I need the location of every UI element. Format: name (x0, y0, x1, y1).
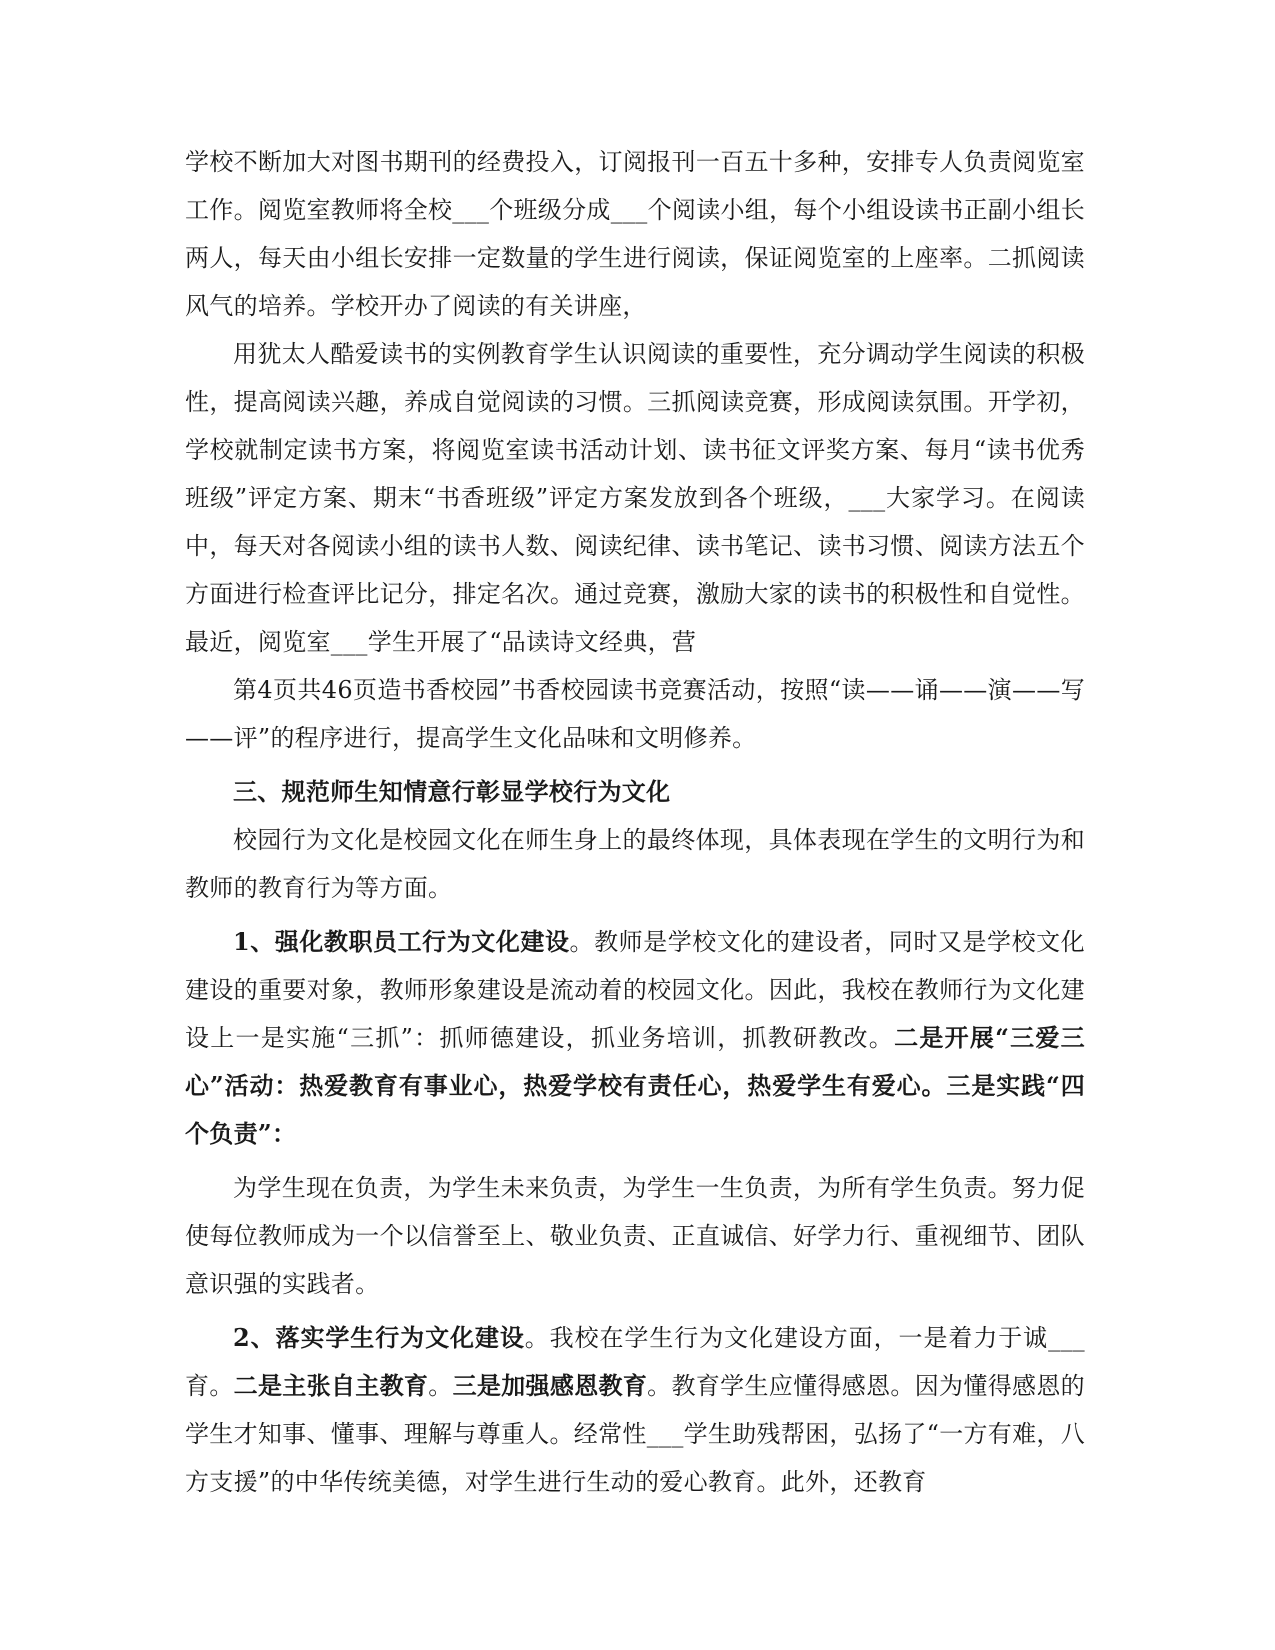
staff-behavior-bold-text: 二是开展“三爱三心”活动：热爱教育有事业心，热爱学校有责任心，热爱学生有爱心。三是实践“四个负责”： (185, 1023, 1085, 1148)
document-page (185, 138, 1085, 1506)
paragraph-reading-education: 用犹太人酷爱读书的实例教育学生认识阅读的重要性，充分调动学生阅读的积极性，提高阅读兴趣，养成自觉阅读的习惯。三抓阅读竞赛，形成阅读氛围。开学初，学校就制定读书方案，将阅览室读书活动计划、读书征文评奖方案、每月“读书优秀班级”评定方案、期末“书香班级”评定方案发放到各个班级，___大家学习。在阅读中，每天对各阅读小组的读书人数、阅读纪律、读书笔记、读书习惯、阅读方法五个方面进行检查评比记分，排定名次。通过竞赛，激励大家的读书的积极性和自觉性。最近，阅览室___学生开展了“品读诗文经典，营 (185, 340, 1085, 656)
paragraph-four-responsibilities: 为学生现在负责，为学生未来负责，为学生一生负责，为所有学生负责。努力促使每位教师成为一个以信誉至上、敬业负责、正直诚信、好学力行、重视细节、团队意识强的实践者。 (185, 1174, 1085, 1298)
section-heading-behavior-culture: 三、规范师生知情意行彰显学校行为文化 (233, 777, 671, 806)
paragraph-behavior-culture-intro: 校园行为文化是校园文化在师生身上的最终体现，具体表现在学生的文明行为和教师的教育行为等方面。 (185, 826, 1085, 902)
staff-behavior-title: 1、强化教职员工行为文化建设 (233, 927, 570, 956)
student-behavior-title: 2、落实学生行为文化建设 (233, 1323, 525, 1352)
paragraph-library-funding: 学校不断加大对图书期刊的经费投入，订阅报刊一百五十多种，安排专人负责阅览室工作。阅览室教师将全校___个班级分成___个阅读小组，每个小组设读书正副小组长两人，每天由小组长安排一定数量的学生进行阅读，保证阅览室的上座率。二抓阅读风气的培养。学校开办了阅读的有关讲座， (185, 148, 1085, 320)
paragraph-staff-behavior (185, 918, 1085, 1158)
student-behavior-text-b: 。 (428, 1372, 453, 1400)
student-behavior-text-a: 。我校在学生行为文化建设方面，一是着力于诚___育。 (185, 1324, 1085, 1400)
student-behavior-text-c: 。教育学生应懂得感恩。因为懂得感恩的学生才知事、懂事、理解与尊重人。经常性___学生助残帮困，弘扬了“一方有难，八方支援”的中华传统美德，对学生进行生动的爱心教育。此外，还教育 (185, 1372, 1085, 1496)
student-behavior-bold-3: 三是加强感恩教育 (452, 1371, 648, 1400)
student-behavior-bold-2: 二是主张自主教育 (233, 1371, 429, 1400)
paragraph-student-behavior (185, 1314, 1085, 1506)
paragraph-reading-competition: 第4页共46页造书香校园”书香校园读书竞赛活动，按照“读——诵——演——写——评”的程序进行，提高学生文化品味和文明修养。 (185, 676, 1085, 752)
staff-behavior-text: 。教师是学校文化的建设者，同时又是学校文化建设的重要对象，教师形象建设是流动着的校园文化。因此，我校在教师行为文化建设上一是实施“三抓”：抓师德建设，抓业务培训，抓教研教改。 (185, 928, 1085, 1052)
